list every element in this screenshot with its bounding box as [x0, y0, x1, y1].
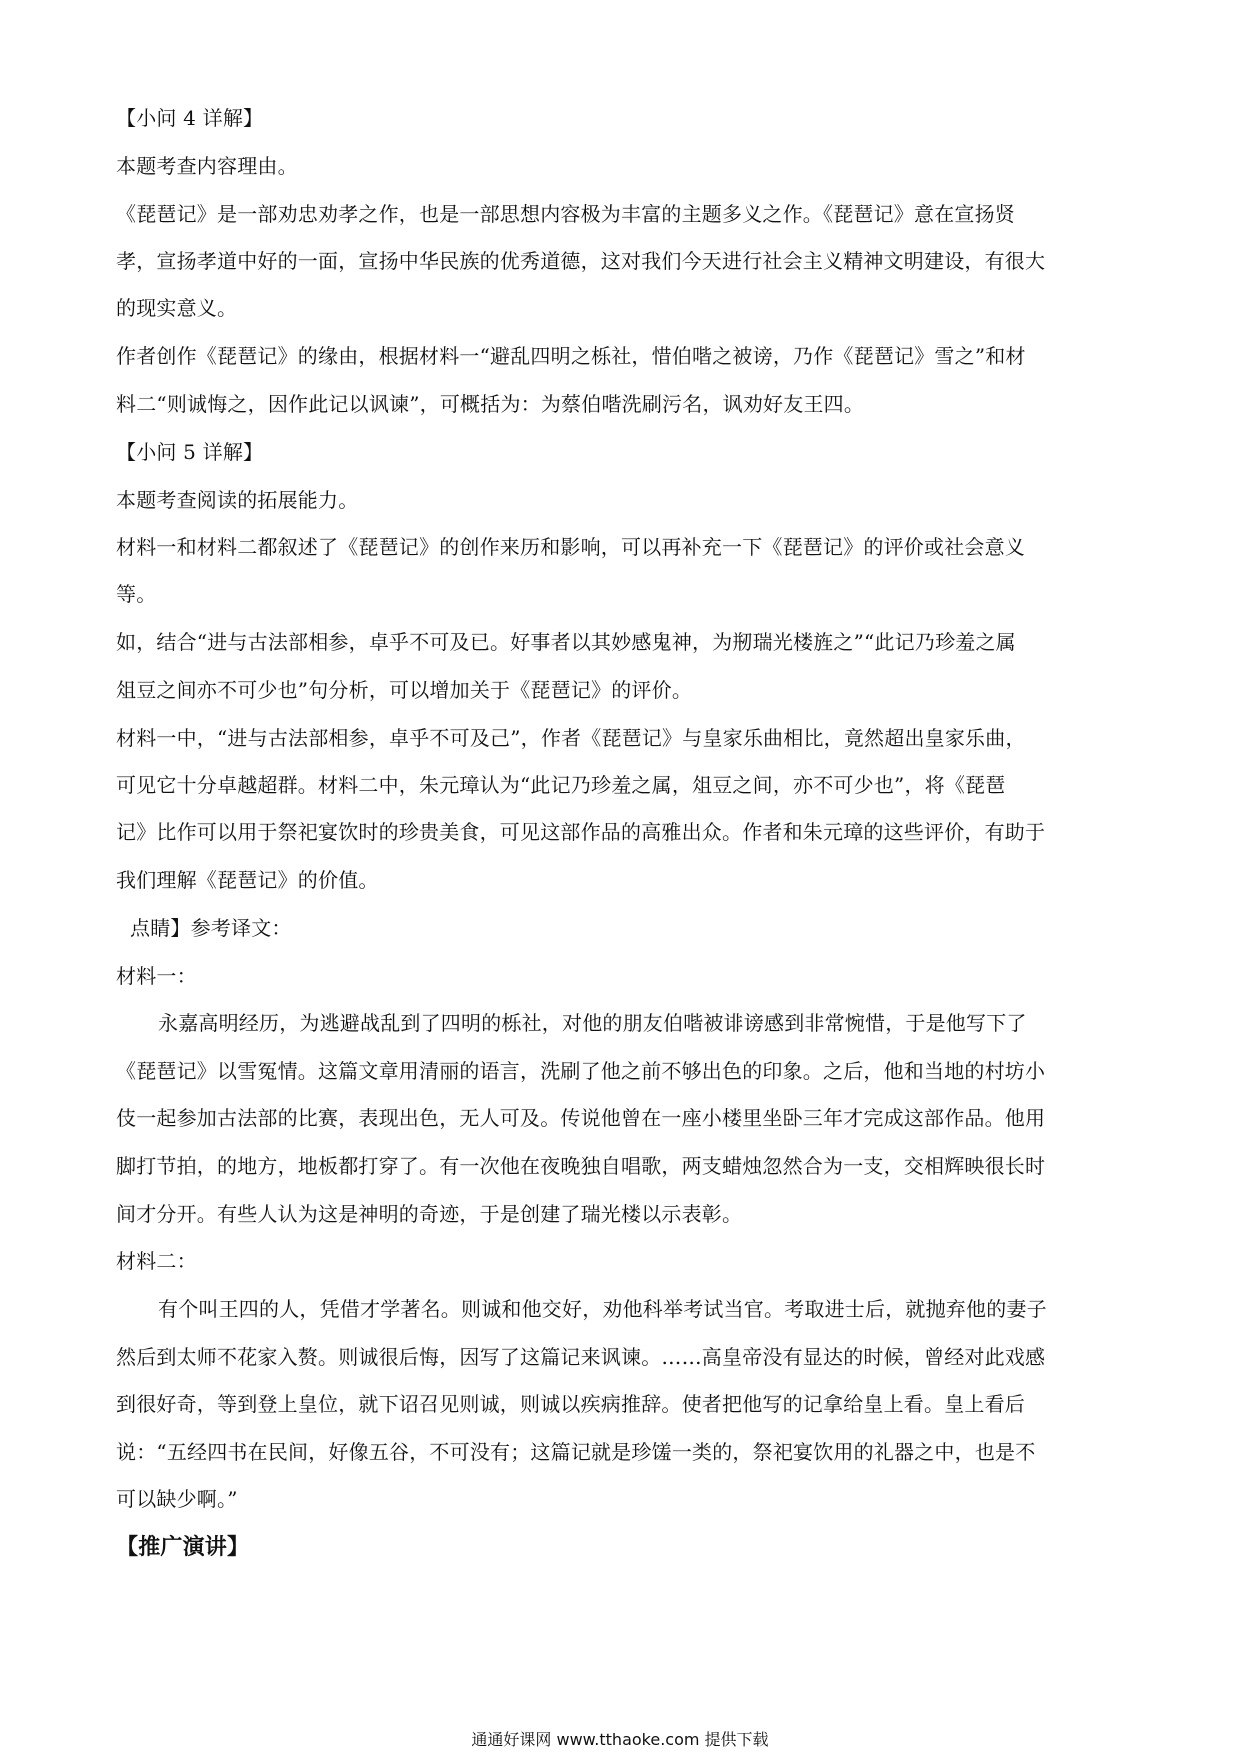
page-footer: 通通好课网 www.tthaoke.com 提供下载 — [471, 1730, 769, 1749]
paragraph-line: 我们理解《琵琶记》的价值。 — [116, 868, 379, 892]
paragraph-line: 可以缺少啊。” — [116, 1487, 238, 1511]
paragraph-line: 作者创作《琵琶记》的缘由，根据材料一“避乱四明之栎社，惜伯喈之被谤，乃作《琵琶记》雪之”和材 — [116, 344, 1026, 368]
paragraph-line: 间才分开。有些人认为这是神明的奇迹，于是创建了瑞光楼以示表彰。 — [116, 1202, 743, 1226]
material-two-label: 材料二： — [116, 1249, 197, 1273]
paragraph-line: 然后到太师不花家入赘。则诚很后悔，因写了这篇记来讽谏。……高皇帝没有显达的时候，曾经对此戏感 — [116, 1345, 1046, 1369]
paragraph-line: 说：“五经四书在民间，好像五谷，不可没有；这篇记就是珍馐一类的，祭祀宴饮用的礼器之中，也是不 — [116, 1440, 1036, 1464]
paragraph-line: 如，结合“进与古法部相参，卓乎不可及已。好事者以其妙感鬼神，为剏瑞光楼旌之”“此记乃珍羞之属 — [116, 630, 1016, 654]
paragraph-line: 材料一和材料二都叙述了《琵琶记》的创作来历和影响，可以再补充一下《琵琶记》的评价或社会意义 — [116, 535, 1025, 559]
pointer-heading: 点睛】参考译文： — [130, 916, 292, 940]
paragraph-line: 孝，宣扬孝道中好的一面，宣扬中华民族的优秀道德，这对我们今天进行社会主义精神文明建设，有很大 — [116, 249, 1046, 273]
paragraph-line: 俎豆之间亦不可少也”句分析，可以增加关于《琵琶记》的评价。 — [116, 678, 693, 702]
paragraph-line: 的现实意义。 — [116, 296, 238, 320]
paragraph-line: 料二“则诚悔之，因作此记以讽谏”，可概括为：为蔡伯喈洗刷污名，讽劝好友王四。 — [116, 392, 865, 416]
paragraph-line: 本题考查内容理由。 — [116, 154, 298, 178]
paragraph-line: 永嘉高明经历，为逃避战乱到了四明的栎社，对他的朋友伯喈被诽谤感到非常惋惜，于是他写下了 — [158, 1011, 1027, 1035]
paragraph-line: 材料一中，“进与古法部相参，卓乎不可及己”，作者《琵琶记》与皇家乐曲相比，竟然超出皇家乐曲， — [116, 726, 1026, 750]
paragraph-line: 等。 — [116, 582, 157, 606]
section-heading-q5: 【小问 5 详解】 — [116, 440, 264, 464]
section-heading-promotion: 【推广演讲】 — [116, 1535, 250, 1560]
paragraph-line: 脚打节拍，的地方，地板都打穿了。有一次他在夜晚独自唱歌，两支蜡烛忽然合为一支，交相辉映很长时 — [116, 1154, 1046, 1178]
paragraph-line: 记》比作可以用于祭祀宴饮时的珍贵美食，可见这部作品的高雅出众。作者和朱元璋的这些评价，有助于 — [116, 820, 1046, 844]
paragraph-line: 有个叫王四的人，凭借才学著名。则诚和他交好，劝他科举考试当官。考取进士后，就抛弃他的妻子 — [158, 1297, 1047, 1321]
paragraph-line: 本题考查阅读的拓展能力。 — [116, 488, 359, 512]
paragraph-line: 可见它十分卓越超群。材料二中，朱元璋认为“此记乃珍羞之属，俎豆之间，亦不可少也”，将《琵琶 — [116, 773, 1006, 797]
paragraph-line: 《琵琶记》是一部劝忠劝孝之作，也是一部思想内容极为丰富的主题多义之作。《琵琶记》意在宣扬贤 — [116, 202, 1015, 226]
paragraph-line: 伎一起参加古法部的比赛，表现出色，无人可及。传说他曾在一座小楼里坐卧三年才完成这部作品。他用 — [116, 1106, 1046, 1130]
paragraph-line: 到很好奇，等到登上皇位，就下诏召见则诚，则诚以疾病推辞。使者把他写的记拿给皇上看。皇上看后 — [116, 1392, 1025, 1416]
paragraph-line: 《琵琶记》以雪冤情。这篇文章用清丽的语言，洗刷了他之前不够出色的印象。之后，他和当地的村坊小 — [116, 1059, 1046, 1083]
section-heading-q4: 【小问 4 详解】 — [116, 106, 264, 130]
material-one-label: 材料一： — [116, 964, 197, 988]
